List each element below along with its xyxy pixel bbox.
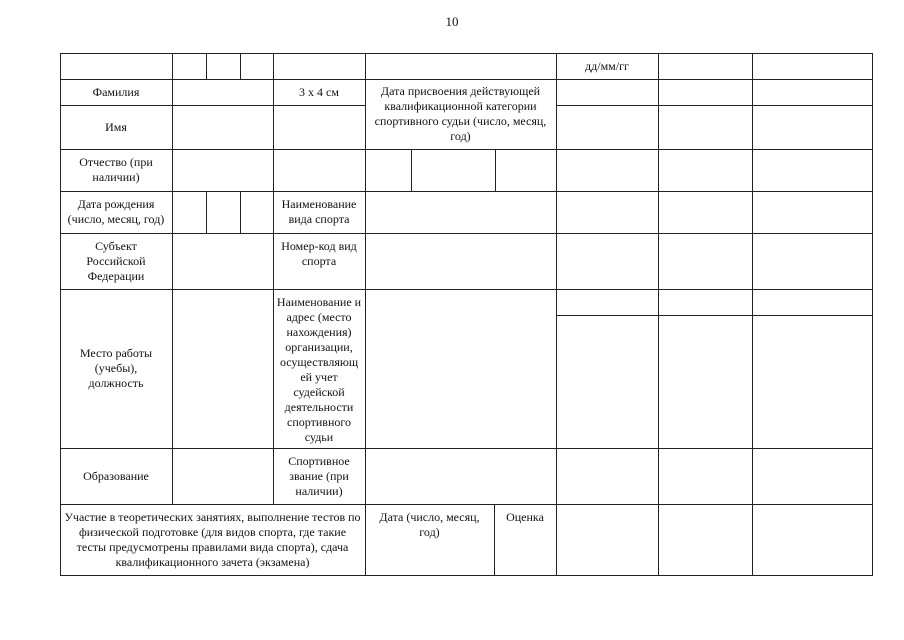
education-label: Образование (83, 468, 149, 483)
sport-code-field[interactable] (365, 233, 556, 289)
sport-name-field[interactable] (365, 191, 556, 233)
education-field[interactable] (172, 448, 273, 504)
sport-title-field[interactable] (365, 448, 556, 504)
participation-label: Участие в теоретических занятиях, выполнение тестов по физической подготовке (для видов спорта, где такие тесты предусмотрены правилами вида спорта), сдача квалификационного зачета (экзамена) (64, 510, 361, 569)
region-field[interactable] (172, 233, 273, 289)
first-name-label: Имя (105, 119, 127, 134)
last-name-label: Фамилия (92, 84, 140, 99)
last-name-field[interactable] (172, 79, 273, 105)
photo-size-label: 3 х 4 см (299, 84, 339, 99)
birth-date-label: Дата рождения (число, месяц, год) (67, 197, 165, 226)
region-label: Субъект Российской Федерации (86, 238, 146, 283)
sport-code-label: Номер-код вид спорта (281, 239, 357, 268)
patronymic-field[interactable] (172, 149, 365, 191)
workplace-label: Место работы (учебы), должность (79, 346, 153, 390)
date-format-header: дд/мм/гг (585, 58, 629, 73)
participation-date-label: Дата (число, месяц, год) (379, 510, 480, 539)
page-number: 10 (445, 14, 459, 29)
sport-title-label: Спортивное звание (при наличии) (288, 453, 350, 498)
grade-label: Оценка (506, 510, 544, 524)
category-date-label: Дата присвоения действующей квалификационной категории спортивного судьи (число, месяц, год) (374, 84, 547, 143)
patronymic-label: Отчество (при наличии) (79, 155, 153, 184)
organization-label: Наименование и адрес (место нахождения) организации, осуществляющ ей учет судейской деятельности спортивного судьи (276, 295, 362, 444)
organization-field[interactable] (365, 289, 556, 448)
workplace-field[interactable] (172, 289, 273, 448)
first-name-field[interactable] (172, 105, 273, 149)
sport-name-label: Наименование вида спорта (281, 197, 357, 226)
